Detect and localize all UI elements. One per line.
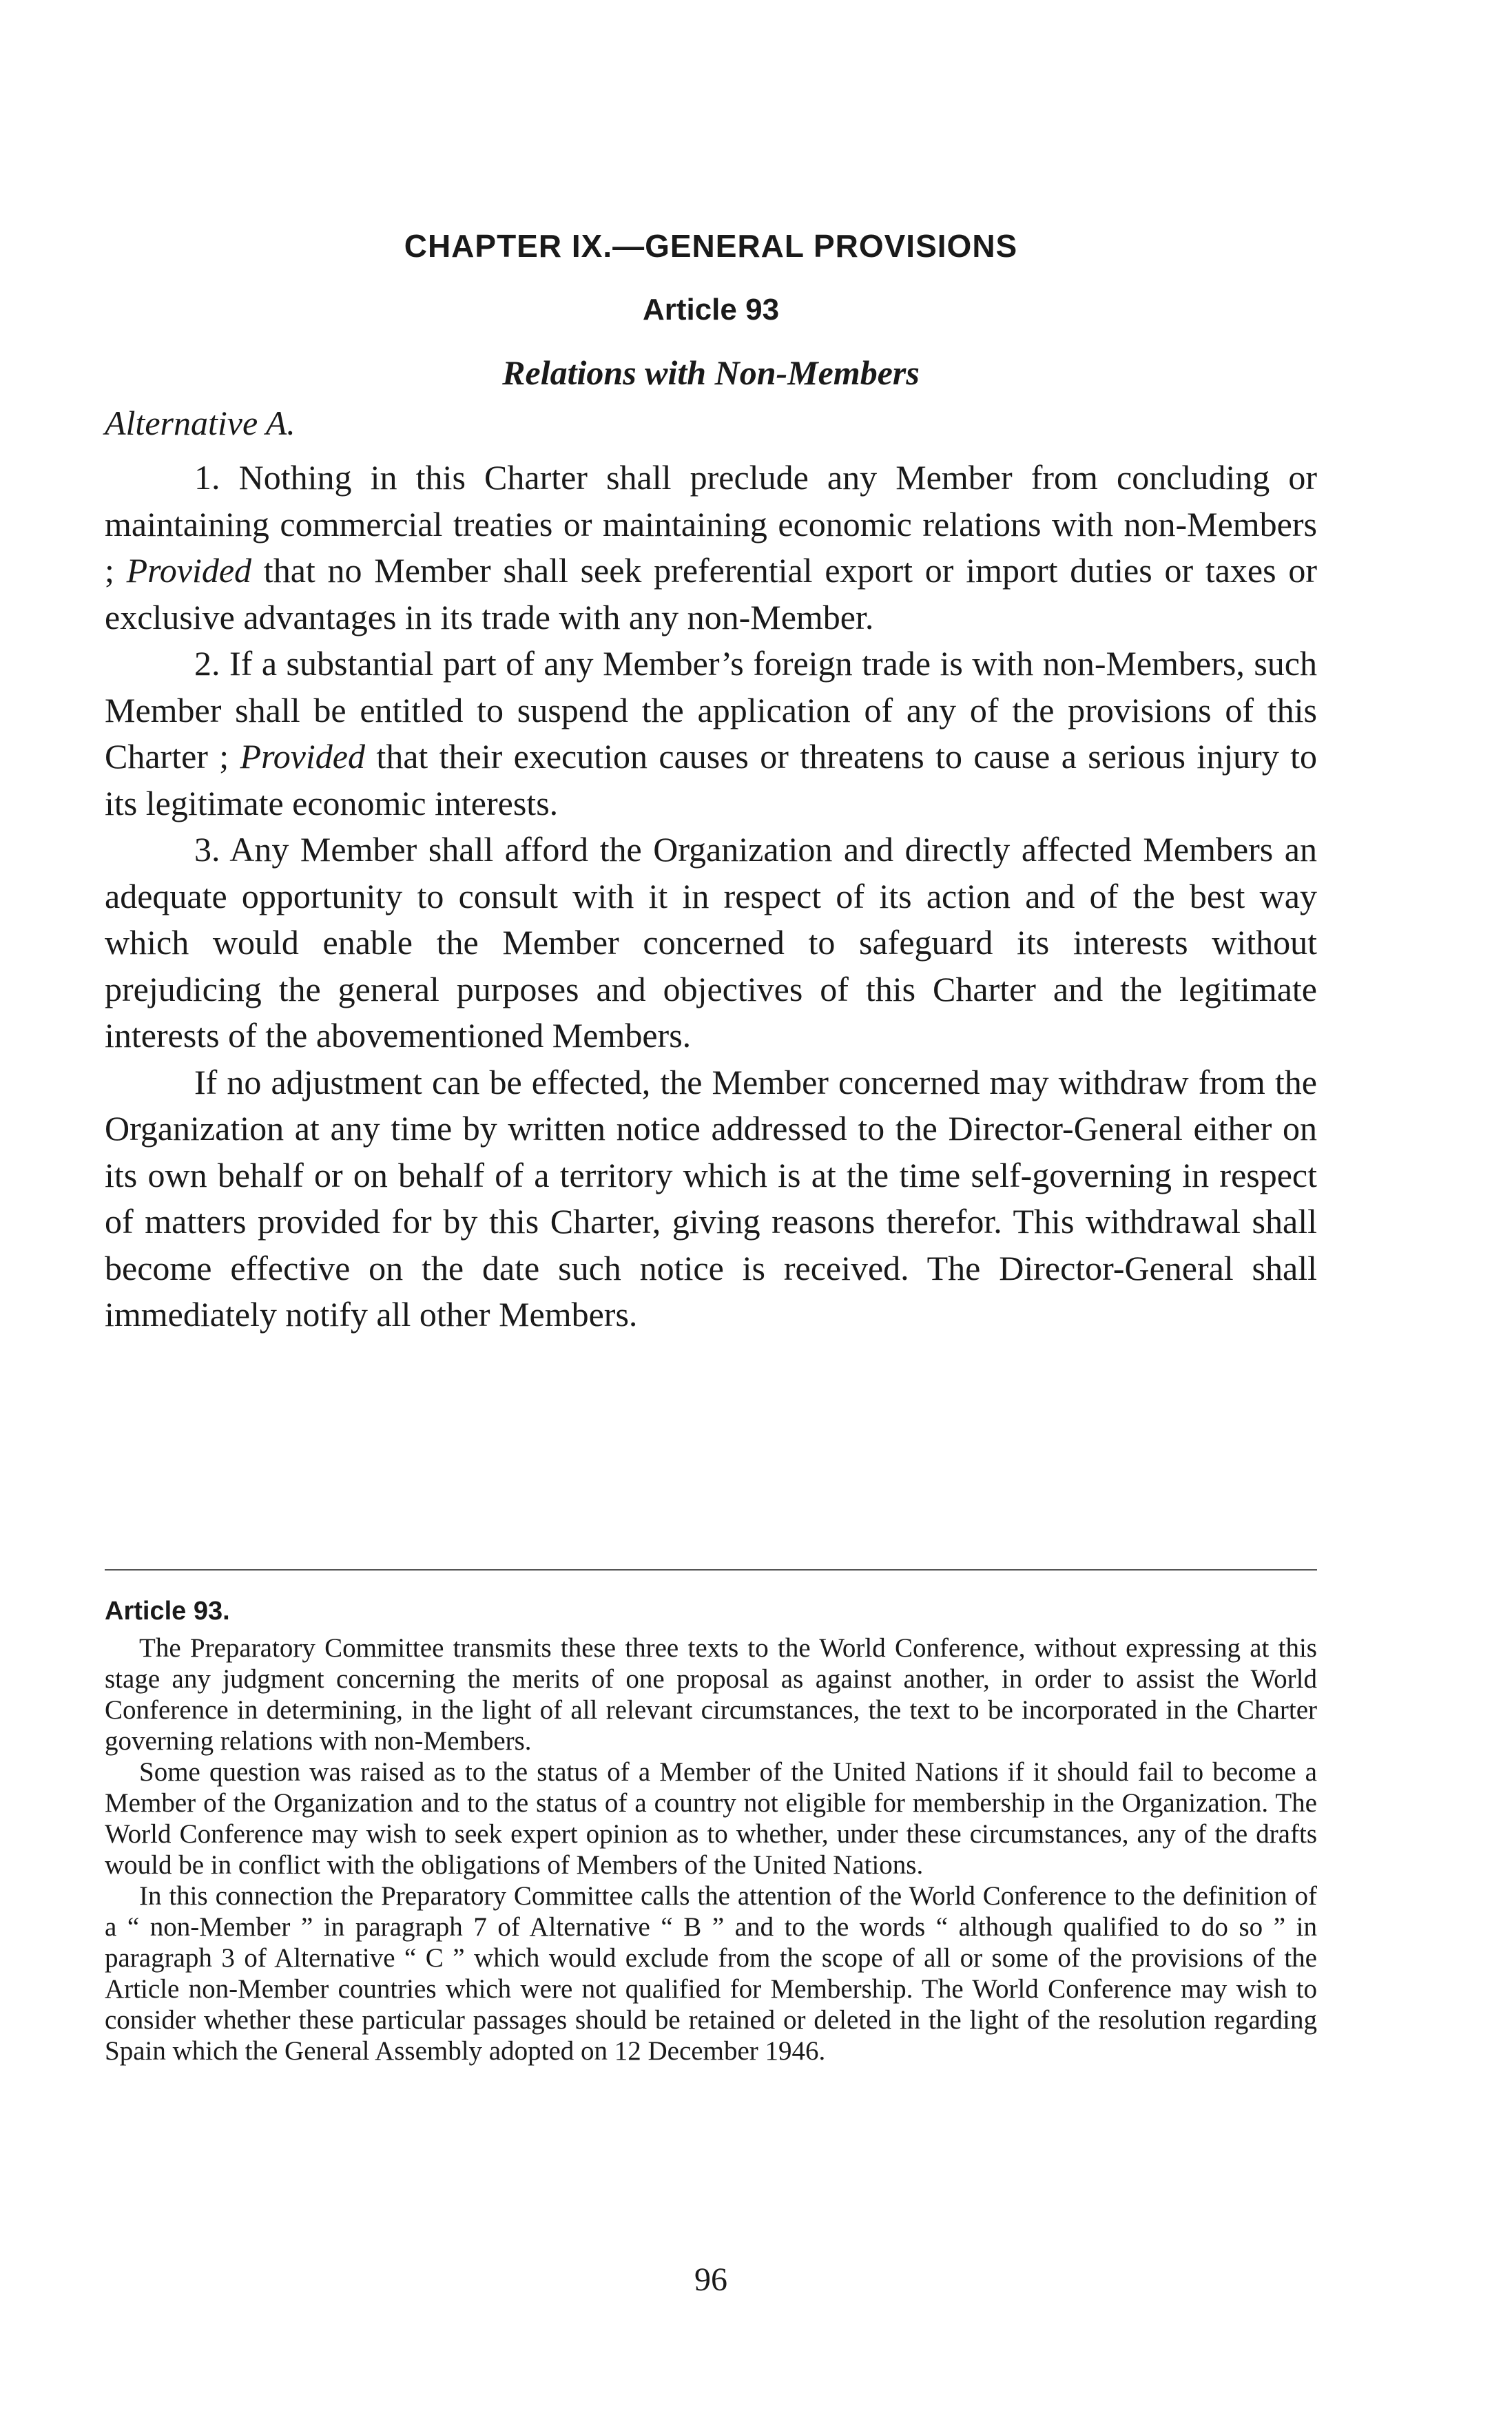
paragraph-4: If no adjustment can be effected, the Member concerned may withdraw from the Organization at any time by written notice addressed to the Director-General either on its own behalf or on behalf of a territory which is at the time self-governing in respect of matters provided for by this Charter, giving reasons therefor. This withdrawal shall become effective on the date such notice is received. The Director-General shall immediately notify all other Members. <box>105 1062 1317 1334</box>
paragraph-1-emphasis: Provided <box>126 551 252 590</box>
article-number: Article 93 <box>642 293 780 327</box>
note-1: The Preparatory Committee transmits these three texts to the World Conference, without expressing at this stage any judgment concerning the merits of one proposal as against another, in order to assist the World Conference in determining, in the light of all relevant circumstances, the text to be incorporated in the Charter governing relations with non-Members. <box>105 1633 1317 1756</box>
note-3: In this connection the Preparatory Committee calls the attention of the World Conference to the definition of a “ non-Member ” in paragraph 7 of Alternative “ B ” and to the words “ although qualified to do so ” in paragraph 3 of Alternative “ C ” which would exclude from the scope of all or some of the provisions of the Article non-Member countries which were not qualified for Membership. The World Conference may wish to consider whether these particular passages should be retained or deleted in the light of the resolution regarding Spain which the General Assembly adopted on 12 December 1946. <box>105 1881 1317 2066</box>
paragraph-1-end: that no Member shall seek preferential export or import duties or taxes or exclusive advantages in its trade with any non-Member. <box>105 551 1317 636</box>
section-divider <box>105 1569 1317 1571</box>
note-2: Some question was raised as to the status of a Member of the United Nations if it should fail to become a Member of the Organization and to the status of a country not eligible for membership in the Organization. The World Conference may wish to seek expert opinion as to whether, under these circumstances, any of the drafts would be in conflict with the obligations of Members of the United Nations. <box>105 1757 1317 1880</box>
paragraph-3: 3. Any Member shall afford the Organization and directly affected Members an adequate opportunity to consult with it in respect of its action and of the best way which would enable the Member concerned to safeguard its interests without prejudicing the general purposes and objectives of this Charter and the legitimate interests of the abovementioned Members. <box>105 830 1317 1055</box>
paragraph-1 <box>105 455 1317 641</box>
paragraph-1-start: 1. Nothing in this Charter shall preclude any Member from concluding or maintaining commercial treaties or maintaining economic relations with non-Members ; <box>105 458 1317 590</box>
page-number: 96 <box>694 2261 727 2298</box>
notes-body <box>105 1633 1317 2066</box>
notes-heading: Article 93. <box>105 1597 230 1626</box>
paragraph-2 <box>105 641 1317 827</box>
paragraph-2-emphasis: Provided <box>240 737 365 776</box>
chapter-heading: CHAPTER IX.—GENERAL PROVISIONS <box>404 228 1018 264</box>
paragraph-2-start: 2. If a substantial part of any Member’s foreign trade is with non-Members, such Member shall be entitled to suspend the application of any of the provisions of this Charter ; <box>105 644 1317 776</box>
alternative-label: Alternative A. <box>105 404 296 442</box>
article-body <box>105 455 1317 1338</box>
paragraph-2-end: that their execution causes or threatens to cause a serious injury to its legitimate economic interests. <box>105 737 1317 822</box>
article-title: Relations with Non-Members <box>502 353 920 392</box>
